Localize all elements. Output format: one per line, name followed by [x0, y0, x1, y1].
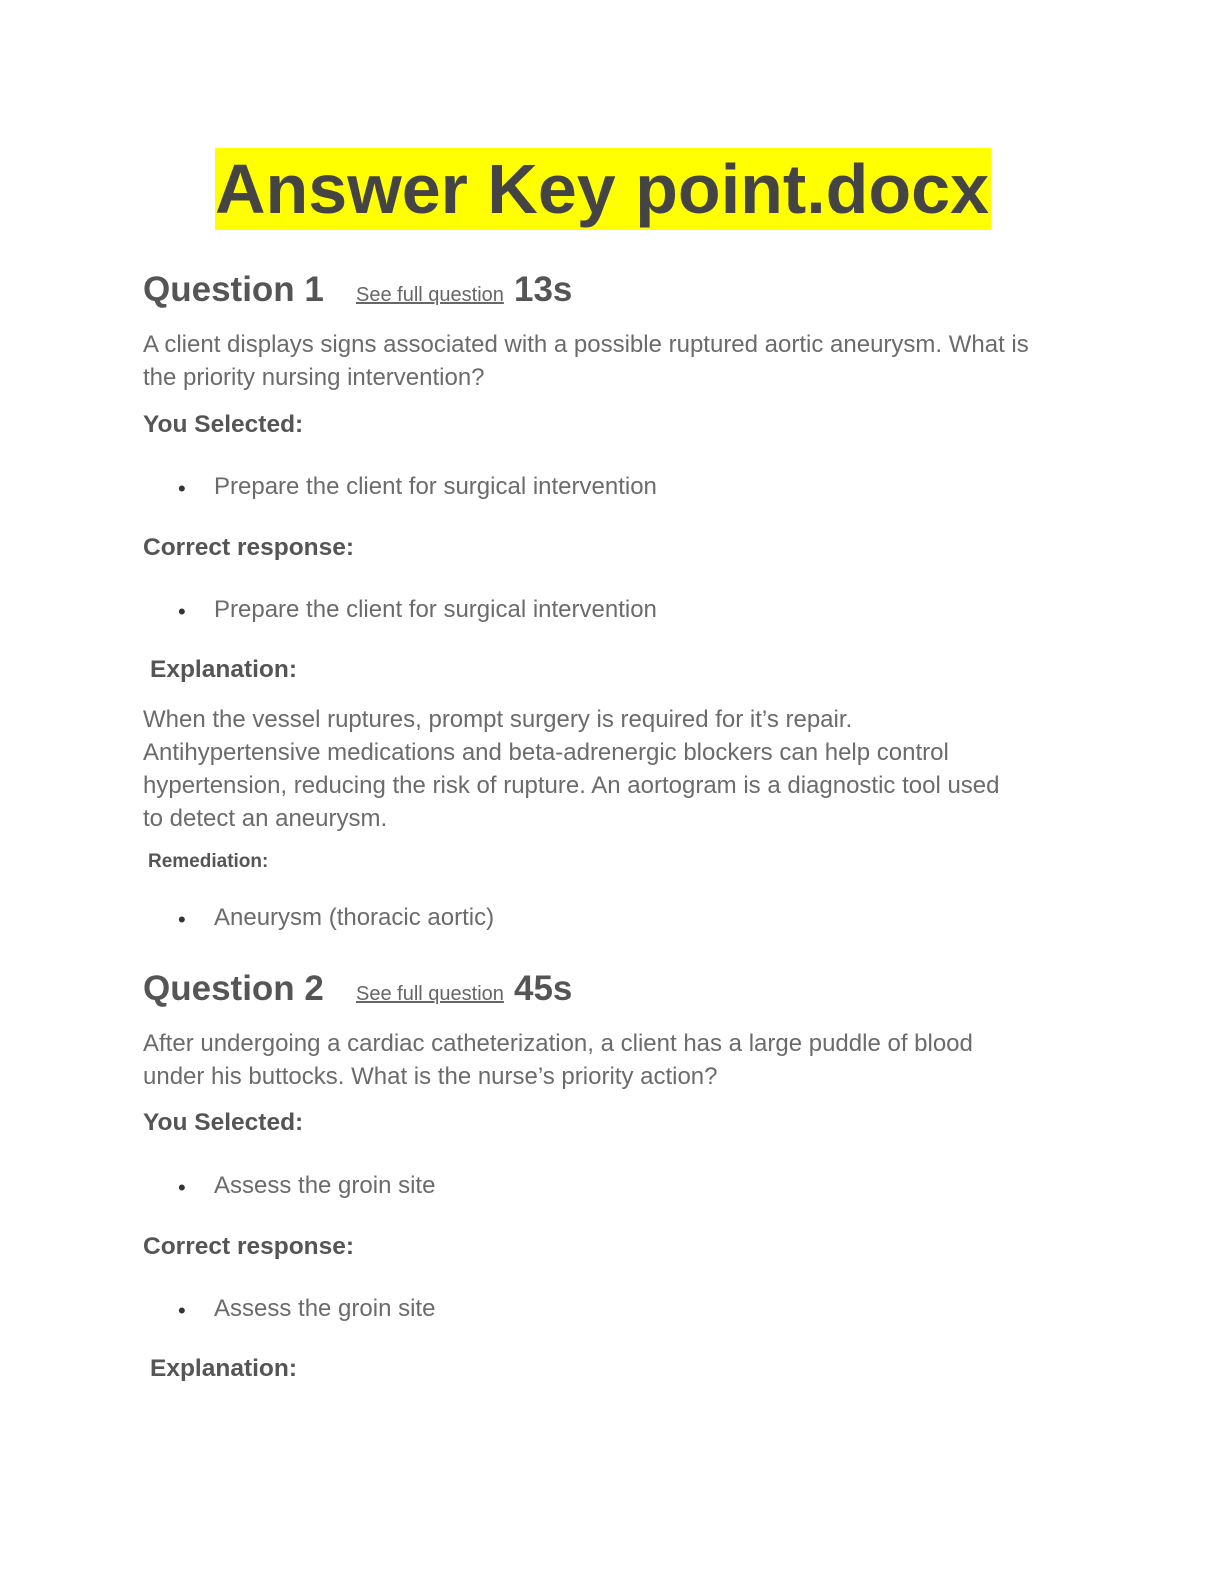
- question-1-prompt-line-2: the priority nursing intervention?: [143, 364, 485, 391]
- question-1-explanation-line-3: hypertension, reducing the risk of rupture. An aortogram is a diagnostic tool used: [143, 772, 1000, 799]
- question-1-time: 13s: [514, 270, 573, 309]
- question-1-selected-label: You Selected:: [143, 411, 304, 438]
- question-1-see-full-link[interactable]: See full question: [356, 284, 504, 306]
- bullet-icon: •: [178, 1175, 186, 1200]
- question-1-correct-label: Correct response:: [143, 534, 355, 561]
- question-1-remediation-link[interactable]: Aneurysm (thoracic aortic): [214, 904, 495, 931]
- bullet-icon: •: [178, 1298, 186, 1323]
- question-2-correct-label: Correct response:: [143, 1233, 355, 1260]
- question-1-selected-answer: Prepare the client for surgical intervention: [214, 473, 657, 500]
- question-1-heading: Question 1: [143, 270, 324, 309]
- question-1-correct-answer: Prepare the client for surgical intervention: [214, 596, 657, 623]
- question-2-correct-answer: Assess the groin site: [214, 1295, 436, 1322]
- question-1-remediation-label: Remediation:: [148, 851, 269, 872]
- question-1-explanation-line-4: to detect an aneurysm.: [143, 805, 388, 832]
- question-2-prompt-line-2: under his buttocks. What is the nurse’s priority action?: [143, 1063, 718, 1090]
- question-1-prompt-line-1: A client displays signs associated with a possible ruptured aortic aneurysm. What is: [143, 331, 1029, 358]
- question-2-prompt-line-1: After undergoing a cardiac catheterization, a client has a large puddle of blood: [143, 1030, 973, 1057]
- question-1-explanation-line-1: When the vessel ruptures, prompt surgery is required for it’s repair.: [143, 706, 853, 733]
- question-1-explanation-label: Explanation:: [150, 656, 298, 683]
- bullet-icon: •: [178, 476, 186, 501]
- question-1-explanation-line-2: Antihypertensive medications and beta-adrenergic blockers can help control: [143, 739, 949, 766]
- bullet-icon: •: [178, 907, 186, 932]
- question-2-selected-label: You Selected:: [143, 1109, 304, 1136]
- question-2-heading: Question 2: [143, 969, 324, 1008]
- question-2-time: 45s: [514, 969, 573, 1008]
- question-2-see-full-link[interactable]: See full question: [356, 983, 504, 1005]
- question-2-explanation-label: Explanation:: [150, 1355, 298, 1382]
- question-2-selected-answer: Assess the groin site: [214, 1172, 436, 1199]
- document-title: Answer Key point.docx: [215, 150, 990, 228]
- bullet-icon: •: [178, 599, 186, 624]
